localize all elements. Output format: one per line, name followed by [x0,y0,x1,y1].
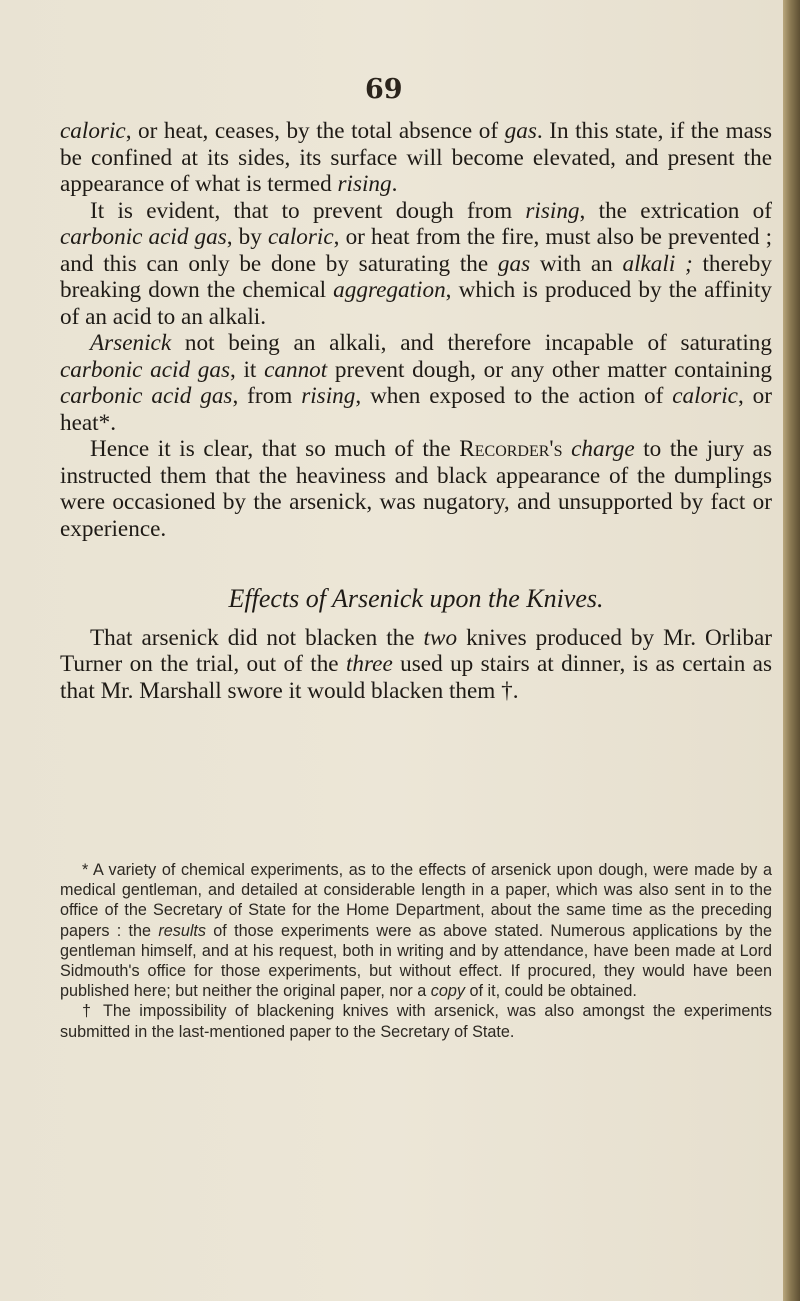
text-segment: rising [301,383,356,409]
text-segment: gas [504,118,537,144]
main-paragraphs [60,118,772,542]
text-segment: caloric [267,224,334,250]
text-segment: copy [430,982,465,1001]
paragraph [60,198,772,331]
section-heading: Effects of Arsenick upon the Knives. [228,584,604,613]
text-segment [563,436,572,462]
text-segment: caloric [60,118,126,144]
text-segment: rising [337,171,392,197]
text-segment: , the extrication of [579,197,772,224]
text-segment: of those experiments were as above stated. Numerous applications by the gentleman himself, and at his request, both in writing and by attendance, have been made at Lord Sidmouth's office for those experiments, but without effect. If procured, they would have been published here; but neither the original paper, nor a [60,921,772,1001]
text-segment: prevent dough, or any other matter containing [327,356,773,383]
text-segment: . [391,171,398,197]
text-segment: gas [497,250,531,277]
text-segment: to the jury as instructed them that the heaviness and black appearance of the dumplings were occasioned by the arsenick, was nugatory, and unsupported by fact or experience. [60,436,772,542]
body-text [60,118,772,704]
text-segment: not being an alkali, and therefore incapable of saturating [171,330,772,356]
text-segment: three [345,651,393,677]
paragraph [60,625,772,705]
page-number: 69 [365,74,403,105]
text-segment: charge [571,436,635,462]
text-segment: It is evident, that to prevent dough from [90,197,526,224]
text-segment: two [423,624,458,651]
text-segment: caloric [672,383,738,409]
text-segment: carbonic acid gas [60,383,233,409]
page-edge [783,0,800,1301]
text-segment: rising [525,197,580,224]
paragraph [60,436,772,542]
text-segment: , when exposed to the action of [355,383,673,409]
text-segment: results [158,921,207,940]
text-segment: carbonic acid gas [60,224,227,250]
paragraph-after-heading [60,625,772,705]
footnotes [60,860,772,1042]
text-segment: knives produced by Mr. Orlibar Turner on the trial, out of the [60,624,772,677]
text-segment: cannot [264,356,328,383]
text-segment: aggregation [333,277,446,303]
text-segment: That arsenick did not blacken the [90,624,424,651]
footnote [60,860,772,1001]
text-segment: Hence it is clear, that so much of the [90,436,460,462]
text-segment: , or heat, ceases, by the total absence of [125,118,505,144]
text-segment: of it, could be obtained. [464,982,637,1001]
text-segment: , it [229,356,265,383]
text-segment: Arsenick [90,330,172,356]
text-segment: , or heat*. [60,383,772,436]
text-segment: , by [226,224,268,250]
text-segment: thereby breaking down the chemical [60,250,772,303]
text-segment: † The impossibility of blackening knives with arsenick, was also amongst the experiments submitted in the last-mentioned paper to the Secretary of State. [60,1002,772,1041]
text-segment: * A variety of chemical experiments, as to the effects of arsenick upon dough, were made by a medical gentleman, and detailed at considerable length in a paper, which was also sent in to the office of the Secretary of State for the Home Department, about the same time as the preceding papers : the [60,861,772,940]
text-segment: carbonic acid gas [60,356,230,383]
footnote [60,1001,772,1041]
text-segment: with an [530,250,623,277]
text-segment: , or heat from the fire, must also be prevented ; and this can only be done by saturating the [60,224,773,277]
text-segment: used up stairs at dinner, is as certain as that Mr. Marshall swore it would blacken them †. [60,651,772,704]
text-segment: , which is produced by the affinity of an acid to an alkali. [60,277,772,330]
text-segment: alkali ; [622,250,693,277]
paragraph [60,118,772,198]
text-segment: , from [232,383,302,409]
paragraph [60,330,772,436]
text-segment: . In this state, if the mass be confined at its sides, its surface will become elevated, and present the appearance of what is termed [60,118,772,197]
text-segment: Recorder's [459,436,563,462]
